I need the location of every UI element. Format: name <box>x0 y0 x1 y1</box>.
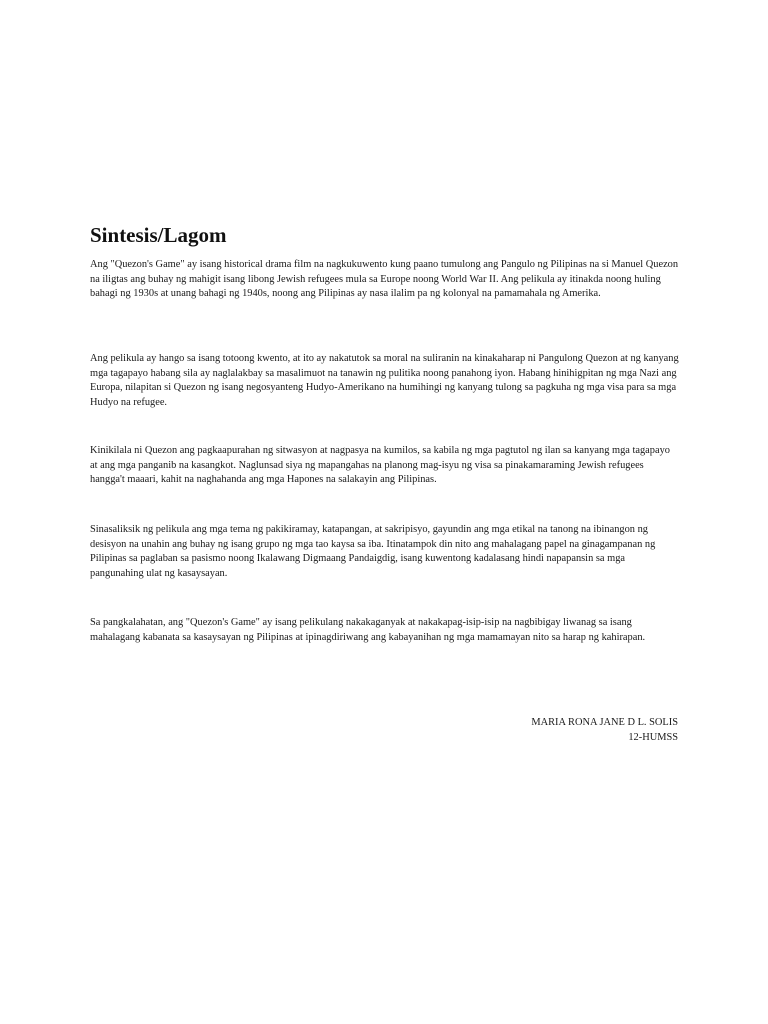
paragraph-5: Sa pangkalahatan, ang "Quezon's Game" ay isang pelikulang nakakaganyak at nakakapag-isip-isip na nagbibigay liwanag sa isang mahalagang kabanata sa kasaysayan ng Pilipinas at ipinagdiriwang ang kabayanihan ng mga mamamayan nito sa harap ng kahirapan. <box>90 617 646 643</box>
paragraph-3: Kinikilala ni Quezon ang pagkaapurahan ng sitwasyon at nagpasya na kumilos, sa kabila ng mga pagtutol ng ilan sa kanyang mga tagapayo at ang mga panganib na kasangkot. Naglunsad siya ng mapangahas na planong mag-isyu ng visa sa pinakamaraming Jewish refugees hangga't maaari, kahit na naghahanda ang mga Hapones na salakayin ang Pilipinas. <box>90 445 670 486</box>
paragraph-2: Ang pelikula ay hango sa isang totoong kwento, at ito ay nakatutok sa moral na suliranin na kinakaharap ni Pangulong Quezon at ng kanyang mga tagapayo habang sila ay naglalakbay sa masalimuot na tanawin ng pulitika noong panahong iyon. Habang hinihigpitan ng mga Nazi ang Europa, nilapitan si Quezon ng isang negosyanteng Hudyo-Amerikano na humihingi ng kanyang tulong sa pagkuha ng mga visa para sa mga Hudyo na refugee. <box>90 353 679 408</box>
document-title: Sintesis/Lagom <box>90 223 227 247</box>
paragraph-1: Ang "Quezon's Game" ay isang historical drama film na nagkukuwento kung paano tumulong ang Pangulo ng Pilipinas na si Manuel Quezon na iligtas ang buhay ng mahigit isang libong Jewish refugees mula sa Europe noong World War II. Ang pelikula ay itinakda noong huling bahagi ng 1930s at unang bahagi ng 1940s, noong ang Pilipinas ay nasa ilalim pa ng kolonyal na pamamahala ng Amerika. <box>90 259 679 300</box>
author-name: MARIA RONA JANE D L. SOLIS <box>531 717 678 728</box>
paragraph-4: Sinasaliksik ng pelikula ang mga tema ng pakikiramay, katapangan, at sakripisyo, gayundin ang mga etikal na tanong na ibinangon ng desisyon na unahin ang buhay ng isang grupo ng mga tao kaysa sa iba. Itinatampok din nito ang mahalagang papel na ginagampanan ng Pilipinas sa paglaban sa pasismo noong Ikalawang Digmaang Pandaigdig, isang kuwentong kadalasang hindi napapansin sa mga pangunahing ulat ng kasaysayan. <box>90 524 656 579</box>
author-section: 12-HUMSS <box>628 731 678 743</box>
author-signature-block <box>420 716 678 745</box>
